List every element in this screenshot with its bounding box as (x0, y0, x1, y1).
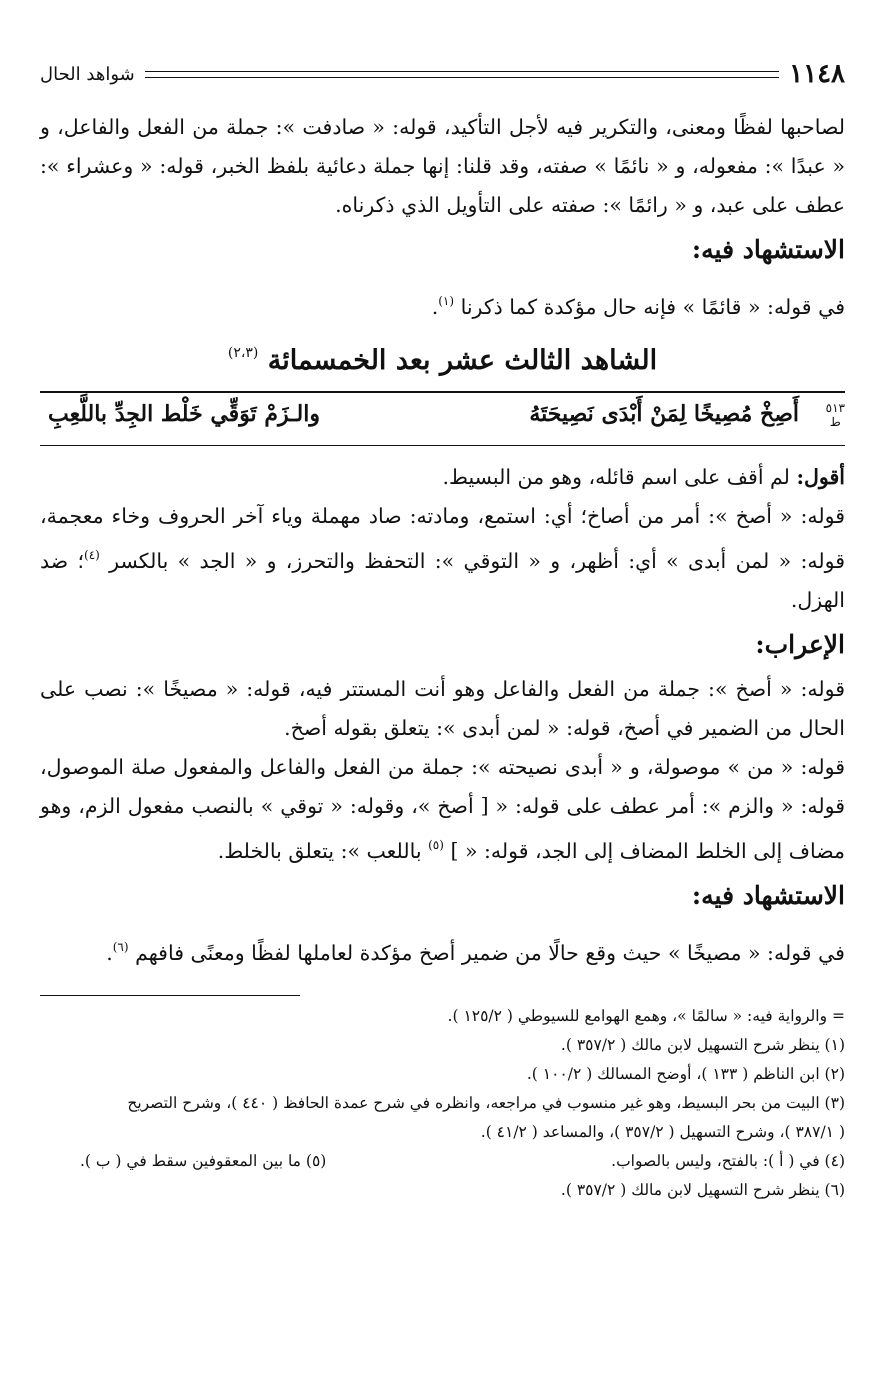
heading-irab: الإعراب: (755, 630, 845, 659)
book-page (40, 58, 845, 1360)
footnote-separator (40, 995, 300, 996)
footnote-ref-6: (٦) (112, 940, 129, 954)
verse-number (826, 401, 845, 429)
page-number: ١١٤٨ (789, 59, 845, 89)
footnote-continuation: = والرواية فيه: « سالمًا »، وهمع الهوامع للسيوطي ( ١٢٥/٢ ). (447, 1007, 845, 1025)
paragraph-2-end: ؛ ضد الهزل. (40, 549, 845, 612)
paragraph-3: قوله: « أصخ »: جملة من الفعل والفاعل وهو أنت المستتر فيه، قوله: « مصيخًا »: نصب على الحال من الضمير في أصخ، قوله: « لمن أبدى »: يتعلق بقوله أصخ. (40, 677, 845, 740)
istishhad-1-text: في قوله: « قائمًا » فإنه حال مؤكدة كما ذكرنا (460, 295, 845, 319)
paragraph-2 (40, 497, 845, 620)
paragraph-4-text: قوله: « من » موصولة، و « أبدى نصيحته »: جملة من الفعل والفاعل والمفعول صلة الموصول، قوله: « والزم »: أمر عطف على قوله: « [ أصخ »، وقوله: « توقي » بالنصب مفعول الزم، وهو مضاف إلى الخلط المضاف إلى الجد، قوله: « ] (40, 755, 845, 863)
witness-title-footnotes: (٢،٣) (227, 345, 259, 361)
verse-number-digits: ٥١٣ (825, 401, 845, 415)
footnote-6: (٦) ينظر شرح التسهيل لابن مالك ( ٣٥٧/٢ ). (560, 1181, 845, 1199)
paragraph-4 (40, 748, 845, 871)
witness-title (40, 327, 845, 387)
footnotes (40, 1002, 845, 1205)
aqul-paragraph (40, 458, 845, 497)
istishhad-2-text: في قوله: « مصيخًا » حيث وقع حالًا من ضمير أصخ مؤكدة لعاملها لفظًا ومعنًى فافهم (135, 941, 845, 965)
heading-istishhad-2: الاستشهاد فيه: (691, 881, 845, 910)
footnote-2: (٢) ابن الناظم ( ١٣٣ )، أوضح المسالك ( ١٠٠/٢ ). (526, 1065, 845, 1083)
istishhad-2-end: . (106, 941, 113, 965)
footnote-1: (١) ينظر شرح التسهيل لابن مالك ( ٣٥٧/٢ ). (560, 1036, 845, 1054)
footnote-ref-5: (٥) (428, 838, 444, 852)
paragraph-4-end: باللعب »: يتعلق بالخلط. (217, 839, 429, 863)
verse-block (40, 391, 845, 446)
verse-number-mark: ط (829, 415, 841, 429)
footnote-3-continued: ( ٣٨٧/١ )، وشرح التسهيل ( ٣٥٧/٢ )، والمساعد ( ٤١/٢ ). (480, 1123, 845, 1141)
paragraph-1: لصاحبها لفظًا ومعنى، والتكرير فيه لأجل التأكيد، قوله: « صادفت »: جملة من الفعل والفاعل، و « عبدًا »: مفعوله، و « نائمًا » صفته، وقد قلنا: إنها جملة دعائية بلفظ الخبر، قوله: « وعشراء »: عطف على عبد، و « رائمًا »: صفته على التأويل الذي ذكرناه. (40, 115, 845, 217)
page-header (40, 58, 845, 90)
verse-hemistich-2: والـزَمْ تَوَقِّي خَلْط الجِدِّ باللَّعِبِ (48, 401, 320, 427)
istishhad-1-line: في قوله: « قائمًا » فإنه حال مؤكدة كما ذكرنا $^{(١)}$. (431, 294, 845, 319)
aqul-text: لم أقف على اسم قائله، وهو من البسيط. (442, 465, 797, 489)
header-rule (145, 71, 779, 78)
witness-title-text: الشاهد الثالث عشر بعد الخمسمائة (267, 345, 658, 376)
paragraph-2-text: قوله: « أصخ »: أمر من أصاخ؛ أي: استمع، ومادته: صاد مهملة وياء آخر الحروف وخاء معجمة، قوله: « لمن أبدى » أي: أظهر، و « التوقي »: التحفظ والتحرز، و « الجد » بالكسر (40, 504, 845, 573)
footnote-5: (٥) ما بين المعقوفين سقط في ( ب ). (80, 1152, 327, 1170)
footnote-3: (٣) البيت من بحر البسيط، وهو غير منسوب في مراجعه، وانظره في شرح عمدة الحافظ ( ٤٤٠ )، وشرح التصريح (127, 1094, 845, 1112)
running-title: شواهد الحال (40, 63, 135, 85)
istishhad-2-line (40, 927, 845, 973)
heading-istishhad-1: الاستشهاد فيه: (691, 235, 845, 264)
footnote-4: (٤) في ( أ ): بالفتح، وليس بالصواب. (611, 1152, 845, 1170)
verse-hemistich-1: أَصِخْ مُصِيخًا لِمَنْ أَبْدَى نَصِيحَتَهُ (529, 401, 799, 427)
aqul-label: أقول: (796, 465, 845, 489)
footnote-ref-4: (٤) (84, 548, 100, 562)
footnote-ref-1: (١) (438, 294, 455, 308)
footnotes-4-5 (40, 1147, 845, 1176)
